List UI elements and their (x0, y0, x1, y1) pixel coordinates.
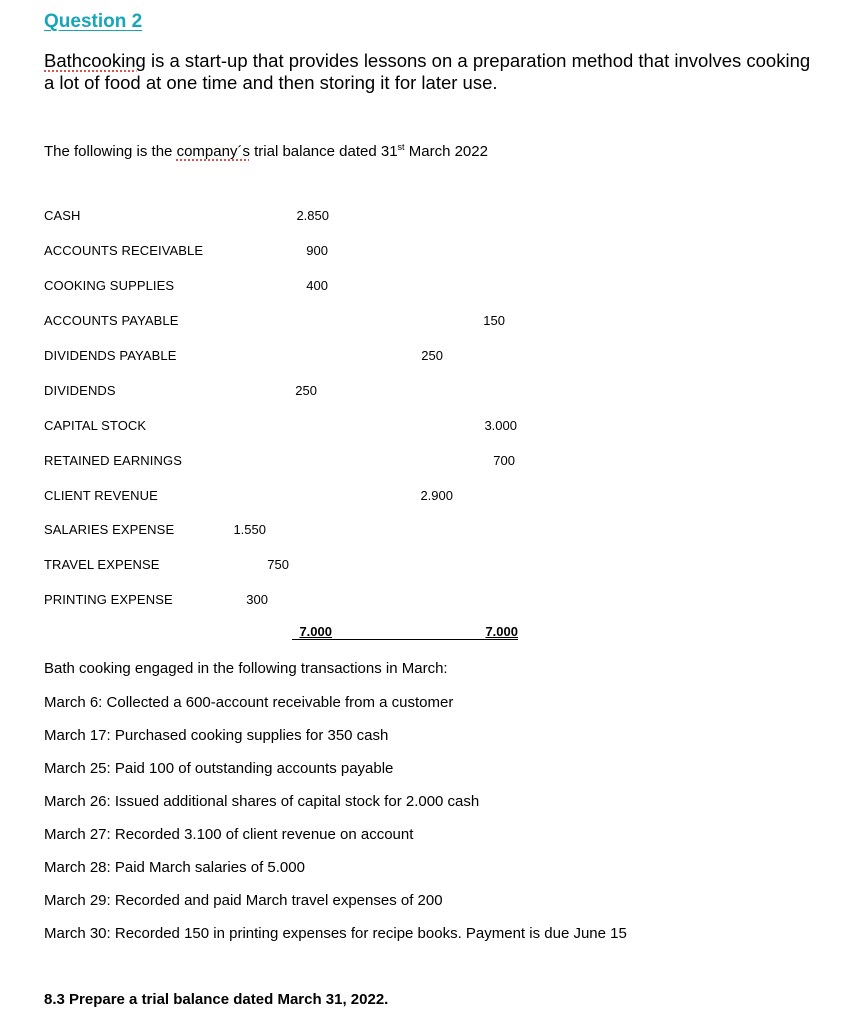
debit-total: 7.000 (299, 624, 332, 639)
totals-row (0, 624, 844, 644)
account-amount: 1.550 (233, 522, 266, 537)
account-amount: 750 (267, 557, 289, 572)
transaction-item: March 30: Recorded 150 in printing expenses for recipe books. Payment is due June 15 (44, 925, 627, 942)
table-row (0, 453, 844, 473)
account-amount: 250 (421, 348, 443, 363)
tb-intro-before: The following is the (44, 143, 177, 160)
trial-balance-intro (44, 142, 488, 160)
account-amount: 300 (246, 592, 268, 607)
transactions-title: Bath cooking engaged in the following transactions in March: (44, 660, 448, 677)
table-row (0, 208, 844, 228)
tb-intro-end: March 2022 (404, 143, 488, 160)
account-amount: 2.900 (420, 488, 453, 503)
transaction-item: March 28: Paid March salaries of 5.000 (44, 859, 305, 876)
table-row (0, 243, 844, 263)
table-row (0, 557, 844, 577)
account-name: CLIENT REVENUE (44, 488, 158, 503)
account-name: CAPITAL STOCK (44, 418, 147, 433)
spellcheck-word: Bathcooking (44, 50, 146, 71)
transaction-item: March 29: Recorded and paid March travel expenses of 200 (44, 892, 443, 909)
credit-total: 7.000 (485, 624, 518, 639)
intro-text: is a start-up that provides lessons on a preparation method that involves cooking a lot of food at one time and then storing it for later use. (44, 50, 811, 93)
table-row (0, 592, 844, 612)
total-rule (292, 639, 518, 640)
question-intro (44, 50, 824, 94)
account-name: PRINTING EXPENSE (44, 592, 173, 607)
transaction-item: March 6: Collected a 600-account receivable from a customer (44, 694, 454, 711)
account-amount: 2.850 (296, 208, 329, 223)
account-amount: 700 (493, 453, 515, 468)
transaction-item: March 25: Paid 100 of outstanding accounts payable (44, 760, 394, 777)
table-row (0, 348, 844, 368)
question-title: Question 2 (44, 11, 143, 32)
tb-intro-after: trial balance dated 31 (249, 143, 398, 160)
account-name: TRAVEL EXPENSE (44, 557, 160, 572)
account-amount: 400 (306, 278, 328, 293)
table-row (0, 418, 844, 438)
table-row (0, 278, 844, 298)
account-name: DIVIDENDS (44, 383, 116, 398)
account-amount: 150 (483, 313, 505, 328)
account-name: SALARIES EXPENSE (44, 522, 175, 537)
spellcheck-word-company: company´s (176, 143, 250, 160)
account-name: RETAINED EARNINGS (44, 453, 182, 468)
account-name: ACCOUNTS PAYABLE (44, 313, 179, 328)
tb-intro-sup: st (397, 142, 405, 152)
account-name: ACCOUNTS RECEIVABLE (44, 243, 204, 258)
account-name: DIVIDENDS PAYABLE (44, 348, 177, 363)
account-amount: 250 (295, 383, 317, 398)
task-instruction: 8.3 Prepare a trial balance dated March 31, 2022. (44, 991, 389, 1008)
account-name: CASH (44, 208, 81, 223)
table-row (0, 488, 844, 508)
transaction-item: March 27: Recorded 3.100 of client revenue on account (44, 826, 414, 843)
account-name: COOKING SUPPLIES (44, 278, 175, 293)
transaction-item: March 17: Purchased cooking supplies for 350 cash (44, 727, 389, 744)
transaction-item: March 26: Issued additional shares of capital stock for 2.000 cash (44, 793, 480, 810)
account-amount: 900 (306, 243, 328, 258)
table-row (0, 313, 844, 333)
table-row (0, 383, 844, 403)
account-amount: 3.000 (484, 418, 517, 433)
table-row (0, 522, 844, 542)
